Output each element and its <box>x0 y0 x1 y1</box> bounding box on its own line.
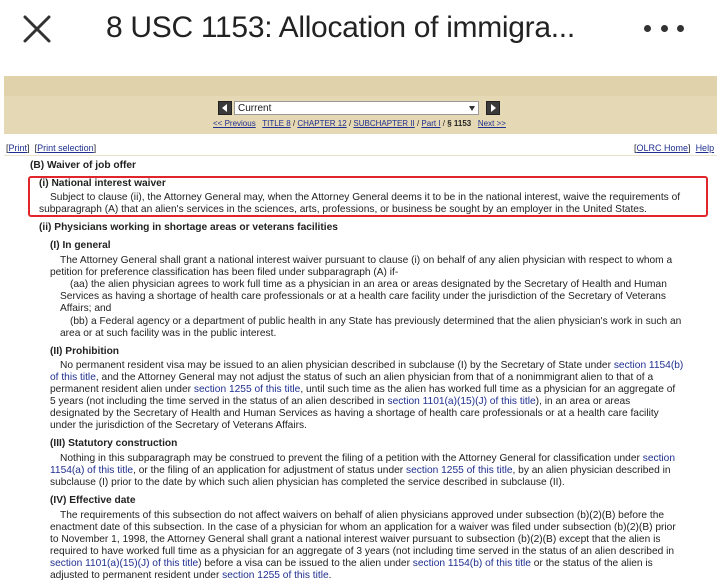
close-icon[interactable] <box>20 12 54 46</box>
breadcrumb-title[interactable]: TITLE 8 <box>262 119 291 128</box>
text-line: petition for preference classification has been filed under subparagraph (A) if- <box>50 267 399 278</box>
heading-II: (II) Prohibition <box>50 346 120 357</box>
page-title: 8 USC 1153: Allocation of immigra... <box>106 11 575 44</box>
olrc-home-link[interactable]: OLRC Home <box>636 143 689 153</box>
previous-version-arrow-icon[interactable] <box>218 101 232 115</box>
help-link[interactable]: Help <box>695 143 715 153</box>
text-line: Affairs; and <box>60 303 112 314</box>
text-line <box>50 570 331 582</box>
heading-ii: (ii) Physicians working in shortage areas or veterans facilities <box>39 222 338 233</box>
chevron-down-icon <box>469 106 475 111</box>
heading-i: (i) National interest waiver <box>39 178 166 189</box>
heading-I: (I) In general <box>50 240 111 251</box>
text-span: 5 years (not including the time served in the status of an alien described in <box>50 396 388 407</box>
text-line: Subject to clause (ii), the Attorney General may, when the Attorney General deems it to be in the national interest, waive the requirements of <box>50 192 681 203</box>
text-line <box>50 558 653 570</box>
print-toolbar: [Print] [Print selection] <box>6 143 97 153</box>
section-link[interactable]: 1154(a) of this title <box>50 465 134 476</box>
highlight-box <box>28 176 708 217</box>
print-selection-link[interactable]: Print selection <box>37 143 94 153</box>
text-line <box>60 453 675 465</box>
version-select-value: Current <box>238 103 272 114</box>
text-line <box>50 372 653 384</box>
text-span: or the status of the alien is <box>530 558 653 569</box>
text-span: , by an alien physician described in <box>512 465 671 476</box>
text-line: required to have worked full time as a physician for an aggregate of 3 years (not including time served in the status of an alien described in <box>50 546 675 557</box>
breadcrumb-section: § 1153 <box>447 119 472 128</box>
text-line: (bb) a Federal agency or a department of public health in any State has previously determined that the alien physician's work in such an <box>70 316 682 327</box>
text-line: under the jurisdiction of the Secretary of Veterans Affairs. <box>50 420 307 431</box>
text-span: Nothing in this subparagraph may be construed to prevent the filing of a petition with the Attorney General for classification under <box>60 453 643 464</box>
text-line <box>60 360 683 372</box>
text-line: (aa) the alien physician agrees to work full time as a physician in an area or areas designated by the Secretary of Health and Human <box>70 279 667 290</box>
text-span: No permanent resident visa may be issued to an alien physician described in subclause (I) by the Secretary of State under <box>60 360 614 371</box>
text-line: The requirements of this subsection do not affect waivers on behalf of alien physicians approved under subsection (b)(2)(B) before the <box>60 510 665 521</box>
heading-b: (B) Waiver of job offer <box>30 160 137 171</box>
section-link[interactable]: section 1154(b) <box>613 360 684 371</box>
section-link[interactable]: section 1255 of this title <box>222 570 329 581</box>
section-link[interactable]: section 1101(a)(15)(J) of this title <box>50 558 199 569</box>
previous-link[interactable]: << Previous <box>213 119 256 128</box>
text-span: , or the filing of an application for adjustment of status under <box>133 465 407 476</box>
text-line: area or at such facility was in the public interest. <box>60 328 277 339</box>
section-link[interactable]: section 1154(b) of this title <box>412 558 531 569</box>
breadcrumb-subchapter[interactable]: SUBCHAPTER II <box>353 119 415 128</box>
text-line: subparagraph (A) that an alien's services in the sciences, arts, professions, or business be sought by an employer in the United States. <box>39 204 647 215</box>
section-link[interactable]: section 1255 of this title <box>193 384 301 395</box>
next-link[interactable]: Next >> <box>477 119 506 128</box>
text-span: permanent resident alien under <box>50 384 194 395</box>
next-version-arrow-icon[interactable] <box>486 101 500 115</box>
heading-IV: (IV) Effective date <box>50 495 136 506</box>
heading-III: (III) Statutory construction <box>50 438 178 449</box>
text-line: subclause (I) prior to the date by which such alien physician has completed the service described in subclause (II). <box>50 477 565 488</box>
text-span: , until such time as the alien has worked full time as a physician for an aggregate of <box>300 384 676 395</box>
divider <box>4 155 717 156</box>
more-icon[interactable] <box>644 18 684 38</box>
breadcrumb-part[interactable]: Part I <box>421 119 441 128</box>
text-line: designated by the Secretary of Health and Human Services as having a shortage of health care professionals or at a health care facility <box>50 408 659 419</box>
print-link[interactable]: Print <box>8 143 28 153</box>
text-line <box>50 396 630 408</box>
text-span: ) before a visa can be issued to the alien under <box>198 558 413 569</box>
top-bar <box>0 0 721 58</box>
section-link[interactable]: of this title <box>50 372 96 383</box>
section-link[interactable]: section 1101(a)(15)(J) of this title <box>387 396 536 407</box>
text-span: . <box>328 570 332 581</box>
help-toolbar: [OLRC Home] Help <box>634 143 715 153</box>
text-span: ), in an area or areas <box>535 396 631 407</box>
text-span: , and the Attorney General may not adjust the status of such an alien physician from that of a nonimmigrant alien to that of a <box>95 372 654 383</box>
text-line <box>50 465 671 477</box>
text-span: adjusted to permanent resident under <box>50 570 223 581</box>
breadcrumb-chapter[interactable]: CHAPTER 12 <box>297 119 347 128</box>
section-link[interactable]: section <box>642 453 676 464</box>
text-line <box>50 384 675 396</box>
text-line: to November 1, 1998, the Attorney General shall grant a national interest waiver pursuant to subsection (b)(2)(B) except that the alien is <box>50 534 661 545</box>
navigation-band-header <box>4 76 717 96</box>
more-dot <box>644 25 651 32</box>
more-dot <box>677 25 684 32</box>
section-link[interactable]: section 1255 of this title <box>406 465 513 476</box>
version-select[interactable] <box>234 101 479 115</box>
breadcrumb: << Previous TITLE 8 / CHAPTER 12 / SUBCHAPTER II / Part I / § 1153 Next >> <box>213 119 506 128</box>
more-dot <box>661 25 668 32</box>
text-line: The Attorney General shall grant a national interest waiver pursuant to clause (i) on behalf of any alien physician with respect to whom a <box>60 255 673 266</box>
text-line: Services as having a shortage of health care professionals or at a health care facility under the jurisdiction of the Secretary of Veterans <box>60 291 666 302</box>
text-line: enactment date of this subsection. In the case of a physician for whom an application for a waiver was filed under subsection (b)(2)(B) prior <box>50 522 676 533</box>
